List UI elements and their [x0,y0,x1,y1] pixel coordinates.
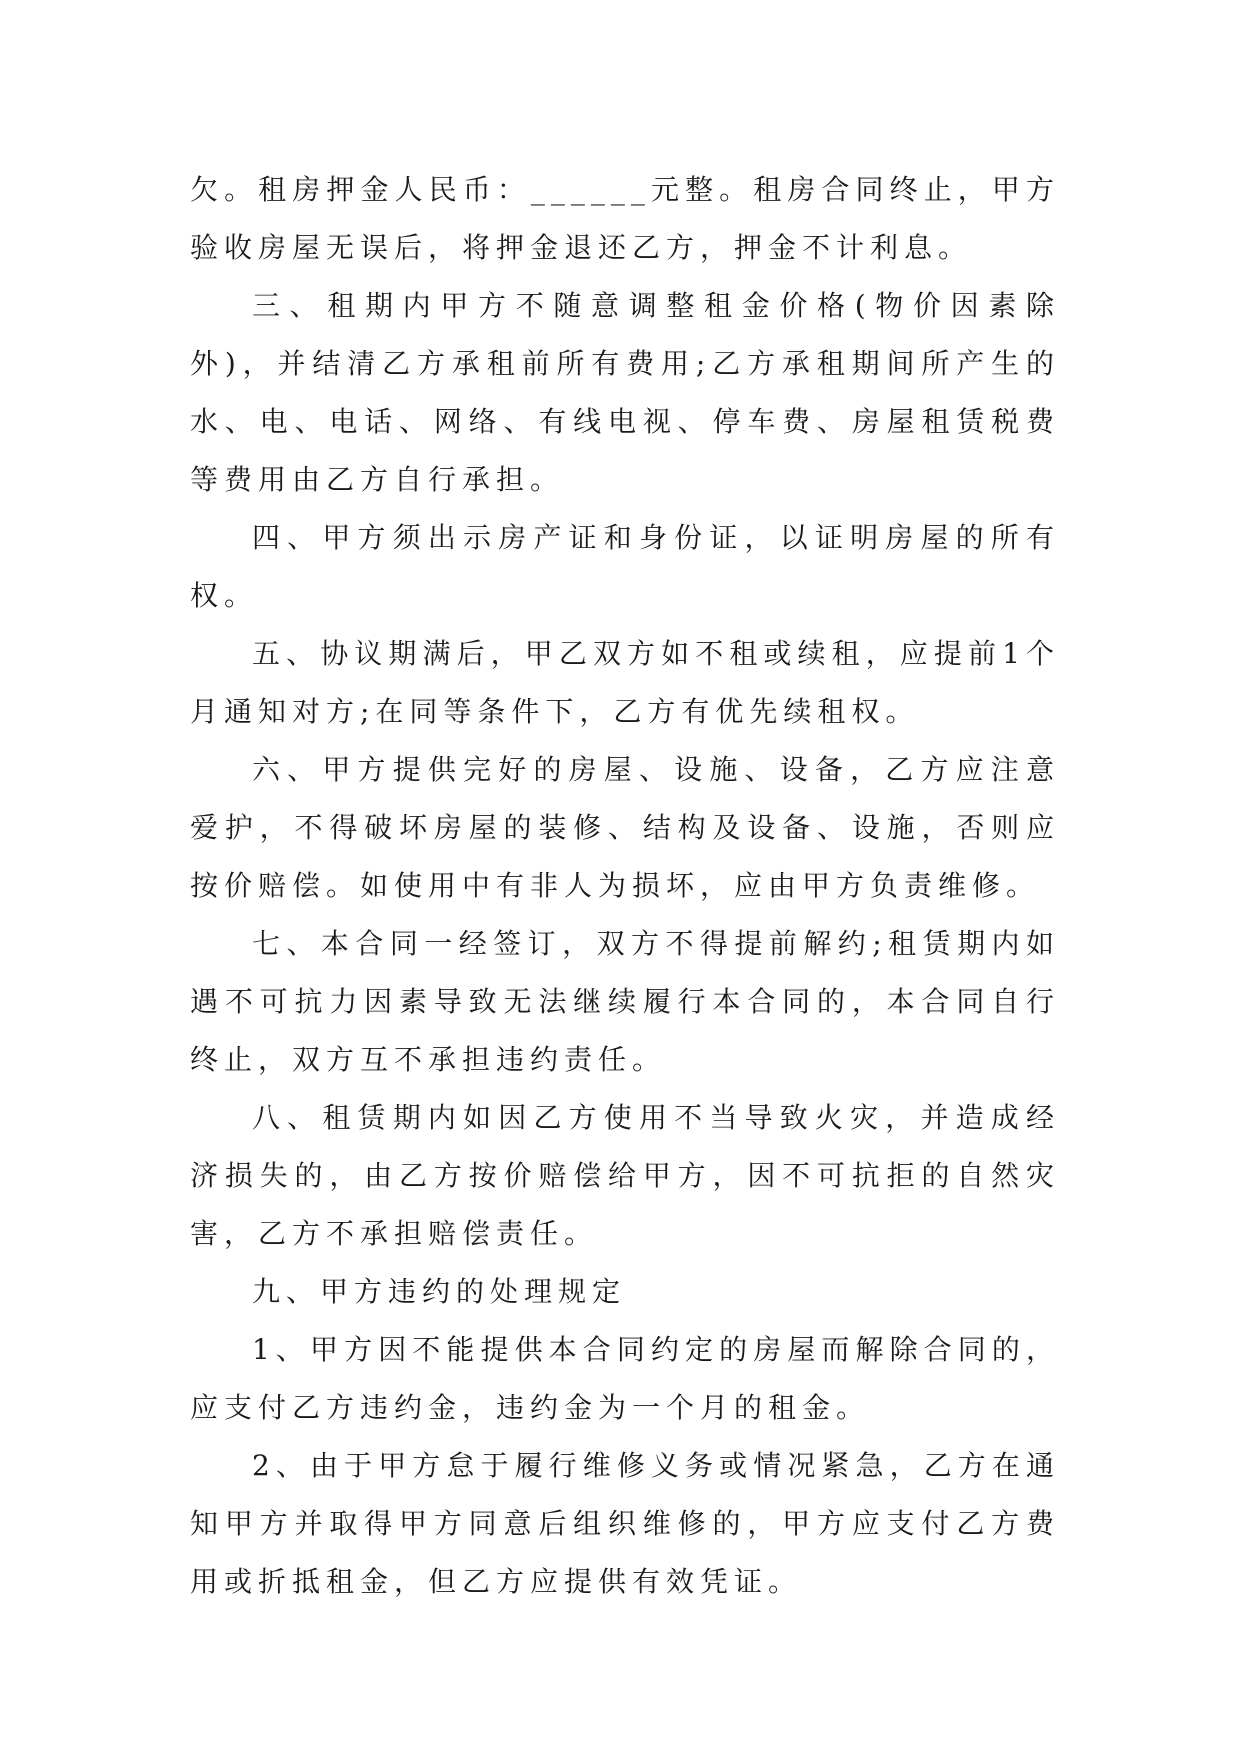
paragraph-clause-9-item-1: 1、甲方因不能提供本合同约定的房屋而解除合同的，应支付乙方违约金，违约金为一个月的租金。 [190,1333,1060,1424]
paragraph-deposit-continuation: 欠。租房押金人民币：______元整。租房合同终止，甲方验收房屋无误后，将押金退还乙方，押金不计利息。 [190,173,1060,264]
paragraph-clause-9-item-2: 2、由于甲方怠于履行维修义务或情况紧急，乙方在通知甲方并取得甲方同意后组织维修的，甲方应支付乙方费用或折抵租金，但乙方应提供有效凭证。 [190,1449,1060,1598]
paragraph-clause-5: 五、协议期满后，甲乙双方如不租或续租，应提前1个月通知对方;在同等条件下，乙方有优先续租权。 [190,637,1060,728]
paragraph-clause-8: 八、租赁期内如因乙方使用不当导致火灾，并造成经济损失的，由乙方按价赔偿给甲方，因不可抗拒的自然灾害，乙方不承担赔偿责任。 [190,1101,1060,1250]
document-body [190,161,1060,1611]
paragraph-clause-9-heading: 九、甲方违约的处理规定 [252,1275,627,1308]
paragraph-clause-6: 六、甲方提供完好的房屋、设施、设备，乙方应注意爱护，不得破坏房屋的装修、结构及设备、设施，否则应按价赔偿。如使用中有非人为损坏，应由甲方负责维修。 [190,753,1060,902]
paragraph-clause-7: 七、本合同一经签订，双方不得提前解约;租赁期内如遇不可抗力因素导致无法继续履行本合同的，本合同自行终止，双方互不承担违约责任。 [190,927,1060,1076]
paragraph-clause-3: 三、租期内甲方不随意调整租金价格(物价因素除外)，并结清乙方承租前所有费用;乙方承租期间所产生的水、电、电话、网络、有线电视、停车费、房屋租赁税费等费用由乙方自行承担。 [190,289,1060,496]
paragraph-clause-4: 四、甲方须出示房产证和身份证，以证明房屋的所有权。 [190,521,1060,612]
